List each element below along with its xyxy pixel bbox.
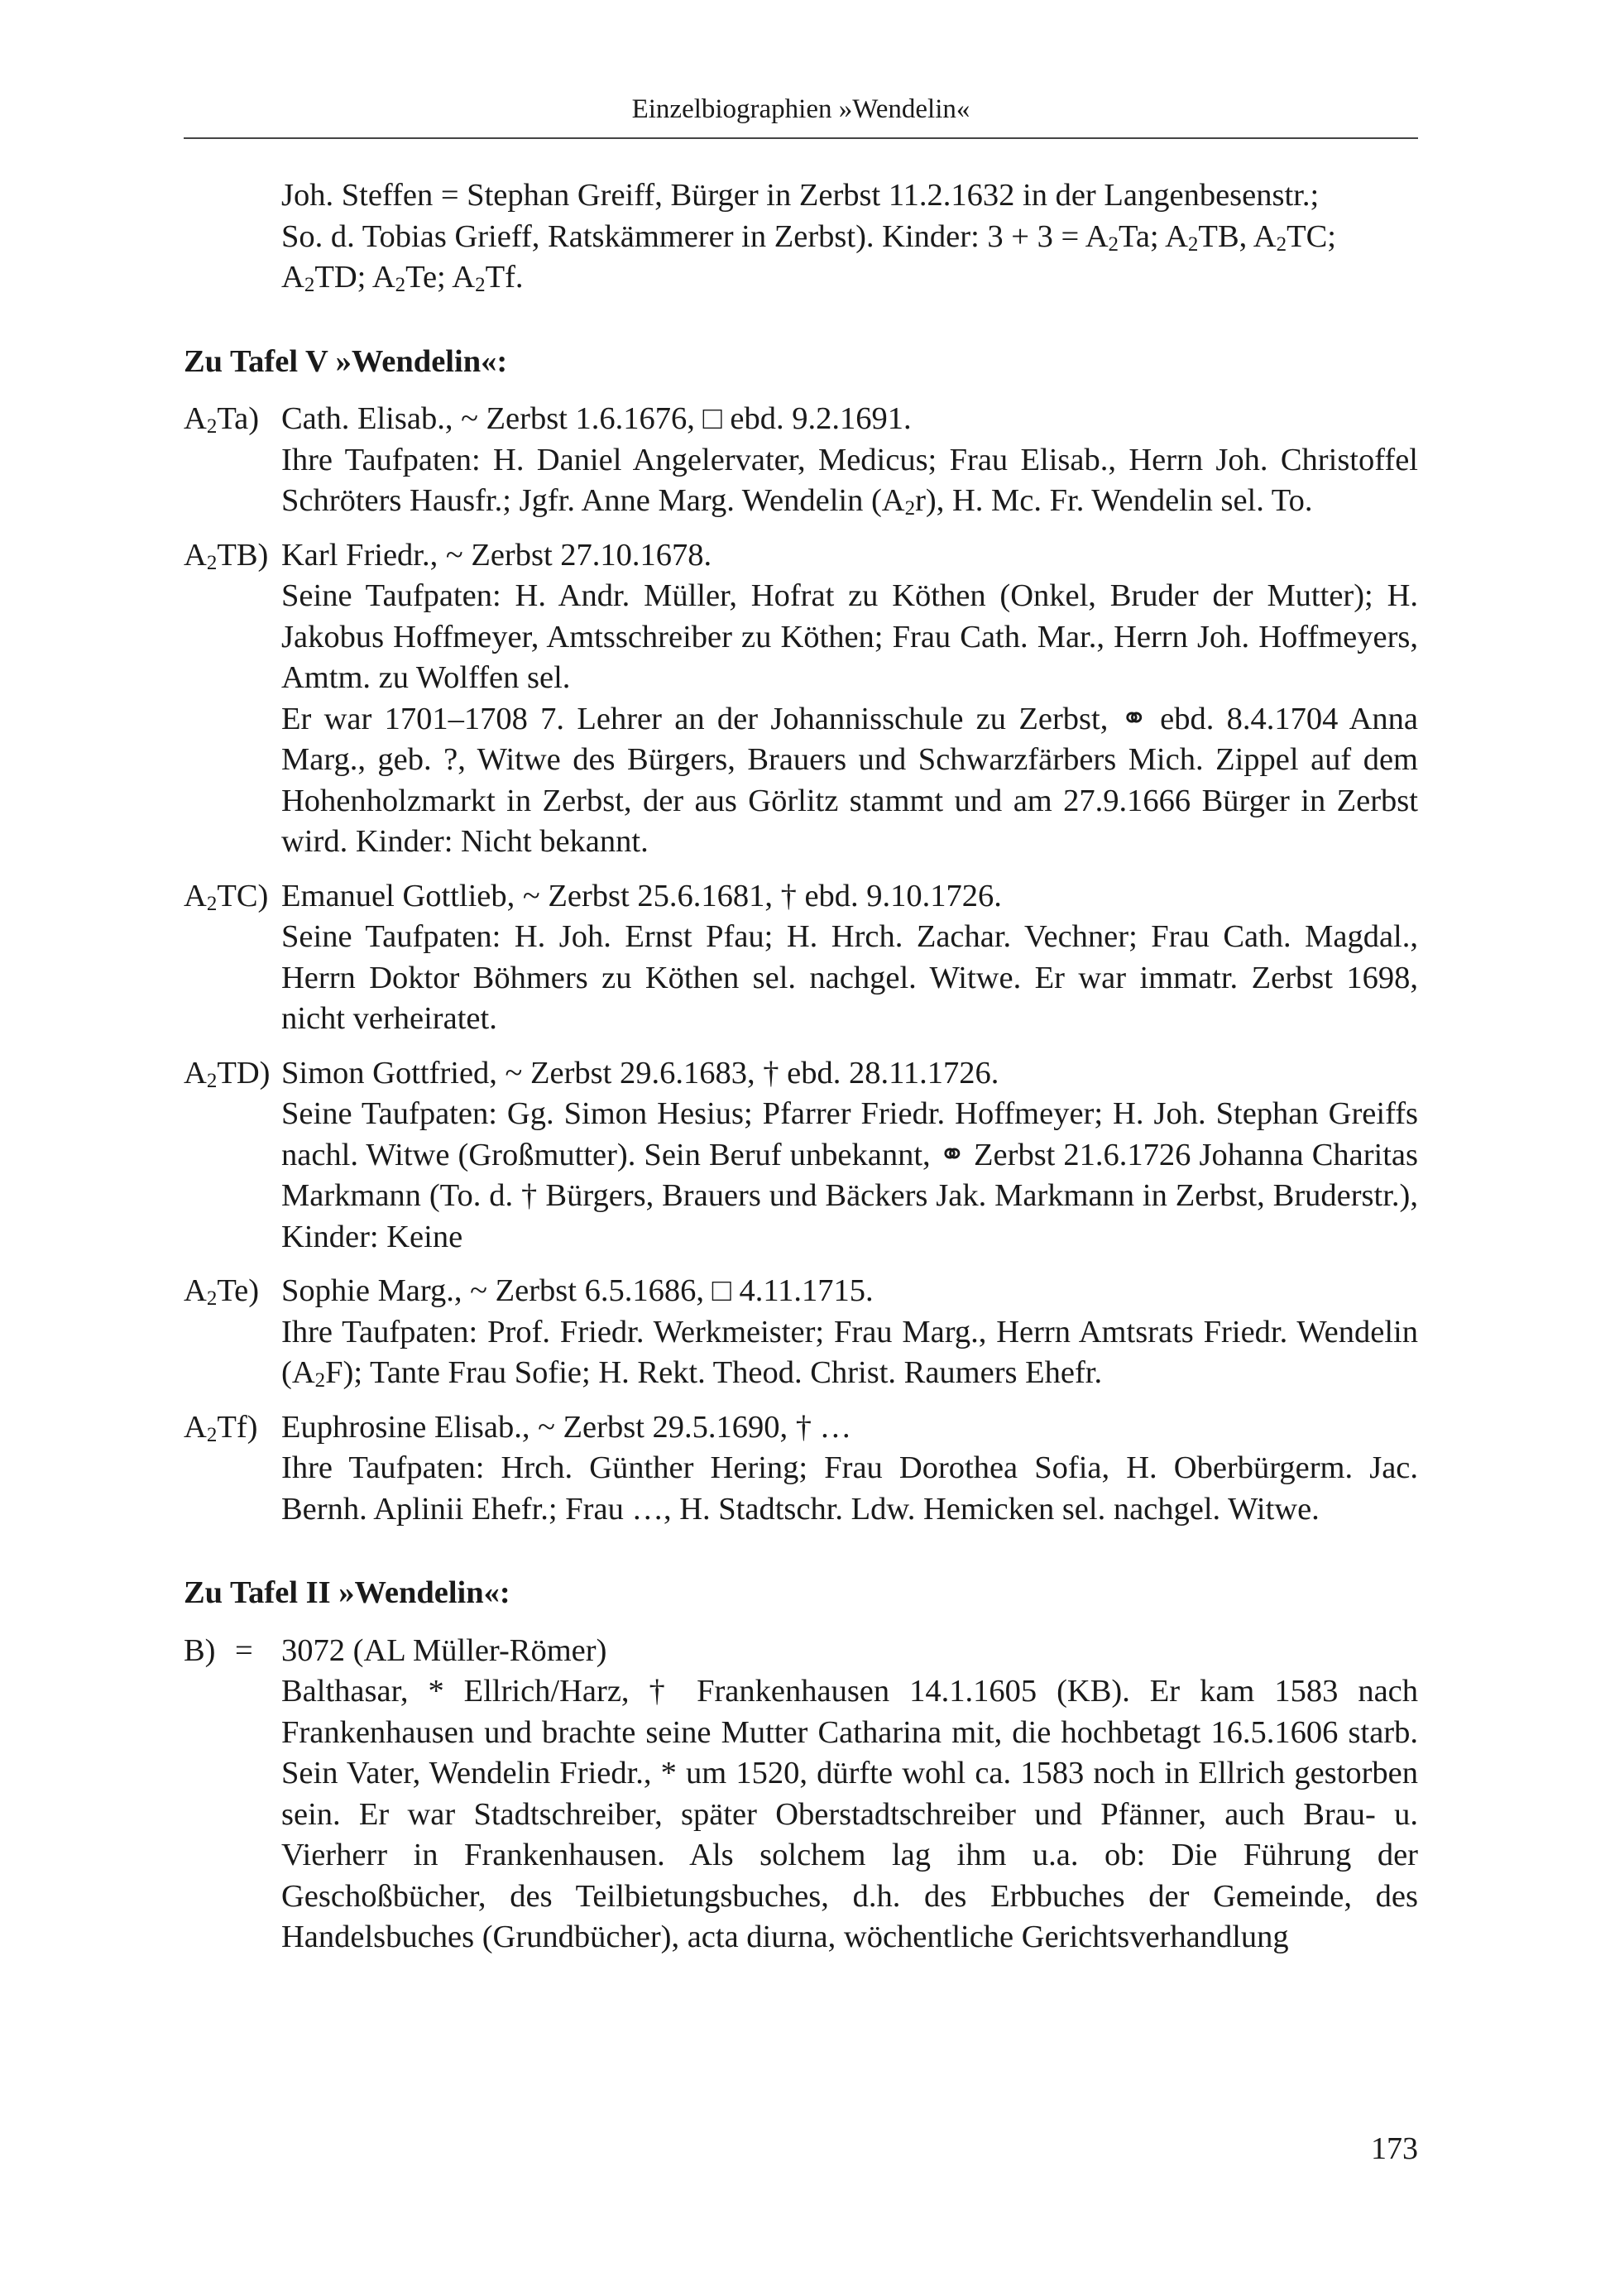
entry-a2tb — [184, 535, 1418, 863]
entry-paragraph: Balthasar, * Ellrich/Harz, † Frankenhausen 14.1.1605 (KB). Er kam 1583 nach Frankenhausen und brachte seine Mutter Catharina mit, die hochbetagt 16.5.1606 starb. Sein Vater, Wendelin Friedr., * um 1520, dürfte wohl ca. 1583 noch in Ellrich gestorben sein. Er war Stadtschreiber, später Oberstadtschreiber und Pfänner, auch Brau- u. Vierherr in Frankenhausen. Als solchem lag ihm u.a. ob: Die Führung der Geschoßbücher, des Teilbietungsbuches, d.h. des Erbbuches der Gemeinde, des Handelsbuches (Grundbücher), acta diurna, wöchentliche Gerichtsverhandlung — [281, 1674, 1418, 1954]
entry-label: A2TD) — [184, 1055, 271, 1092]
continuation-line: Joh. Steffen = Stephan Greiff, Bürger in Zerbst 11.2.1632 in der Langenbesenstr.; — [281, 178, 1320, 213]
entry-first-line: Simon Gottfried, ~ Zerbst 29.6.1683, † ebd. 28.11.1726. — [281, 1055, 999, 1090]
entry-equals-sign: = — [235, 1632, 253, 1668]
continuation-line: A2TD; A2Te; A2Tf. — [281, 260, 524, 296]
page-number: 173 — [1371, 2131, 1418, 2166]
entry-a2tf — [184, 1407, 1418, 1531]
entry-paragraph: Ihre Taufpaten: Hrch. Günther Hering; Frau Dorothea Sofia, H. Oberbürgerm. Jac. Bernh. Aplinii Ehefr.; Frau …, H. Stadtschr. Ldw. Hemicken sel. nachgel. Witwe. — [281, 1450, 1418, 1527]
entry-label: A2TC) — [184, 878, 269, 915]
entry-paragraph: Seine Taufpaten: Gg. Simon Hesius; Pfarrer Friedr. Hoffmeyer; H. Joh. Stephan Greiffs nachl. Witwe (Großmutter). Sein Beruf unbekannt, ⚭ Zerbst 21.6.1726 Johanna Charitas Markmann (To. d. † Bürgers, Brauers und Bäckers Jak. Markmann in Zerbst, Bruderstr.), Kinder: Keine — [281, 1096, 1418, 1254]
section-tafel-v — [184, 342, 1418, 1531]
entry-first-line: Sophie Marg., ~ Zerbst 6.5.1686, □ 4.11.1715. — [281, 1273, 874, 1308]
entry-b — [184, 1631, 1418, 1958]
entry-first-line: Emanuel Gottlieb, ~ Zerbst 25.6.1681, † ebd. 9.10.1726. — [281, 878, 1002, 913]
section-heading: Zu Tafel V »Wendelin«: — [184, 343, 508, 379]
entry-paragraph: Seine Taufpaten: H. Andr. Müller, Hofrat zu Köthen (Onkel, Bruder der Mutter); H. Jakobus Hoffmeyer, Amtsschreiber zu Köthen; Frau Cath. Mar., Herrn Joh. Hoffmeyers, Amtm. zu Wolffen sel. — [281, 578, 1418, 695]
entry-paragraph: Ihre Taufpaten: Prof. Friedr. Werkmeister; Frau Marg., Herrn Amtsrats Friedr. Wendelin (A2F); Tante Frau Sofie; H. Rekt. Theod. Christ. Raumers Ehefr. — [281, 1314, 1418, 1392]
entry-first-line: Karl Friedr., ~ Zerbst 27.10.1678. — [281, 537, 712, 573]
continuation-text — [184, 175, 1418, 299]
entry-a2tc — [184, 876, 1418, 1040]
page-body — [184, 175, 1418, 1958]
continuation-line: So. d. Tobias Grieff, Ratskämmerer in Zerbst). Kinder: 3 + 3 = A2Ta; A2TB, A2TC; — [281, 218, 1336, 256]
section-tafel-ii — [184, 1573, 1418, 1958]
entry-a2te — [184, 1271, 1418, 1394]
entry-a2td — [184, 1053, 1418, 1258]
section-heading: Zu Tafel II »Wendelin«: — [184, 1575, 510, 1610]
entry-label: A2TB) — [184, 537, 269, 574]
entry-first-line: Cath. Elisab., ~ Zerbst 1.6.1676, □ ebd. 9.2.1691. — [281, 401, 912, 436]
entry-label: A2Te) — [184, 1273, 260, 1310]
running-head: Einzelbiographien »Wendelin« — [631, 94, 970, 124]
entry-paragraph: Er war 1701–1708 7. Lehrer an der Johannisschule zu Zerbst, ⚭ ebd. 8.4.1704 Anna Marg., geb. ?, Witwe des Bürgers, Brauers und Schwarzfärbers Mich. Zippel auf dem Hohenholzmarkt in Zerbst, der aus Görlitz stammt und am 27.9.1666 Bürger in Zerbst wird. Kinder: Nicht bekannt. — [281, 701, 1418, 859]
entry-first-line: 3072 (AL Müller-Römer) — [281, 1632, 607, 1668]
entry-paragraph: Seine Taufpaten: H. Joh. Ernst Pfau; H. Hrch. Zachar. Vechner; Frau Cath. Magdal., Herrn Doktor Böhmers zu Köthen sel. nachgel. Witwe. Er war immatr. Zerbst 1698, nicht verheiratet. — [281, 919, 1418, 1036]
header-rule — [184, 137, 1418, 139]
entry-label: A2Tf) — [184, 1409, 258, 1446]
entry-a2ta — [184, 399, 1418, 522]
entry-label: A2Ta) — [184, 401, 260, 438]
entry-paragraph: Ihre Taufpaten: H. Daniel Angelervater, Medicus; Frau Elisab., Herrn Joh. Christoffel Schröters Hausfr.; Jgfr. Anne Marg. Wendelin (A2r), H. Mc. Fr. Wendelin sel. To. — [281, 442, 1418, 520]
entry-label: B) — [184, 1632, 216, 1668]
entry-first-line: Euphrosine Elisab., ~ Zerbst 29.5.1690, † … — [281, 1409, 852, 1445]
